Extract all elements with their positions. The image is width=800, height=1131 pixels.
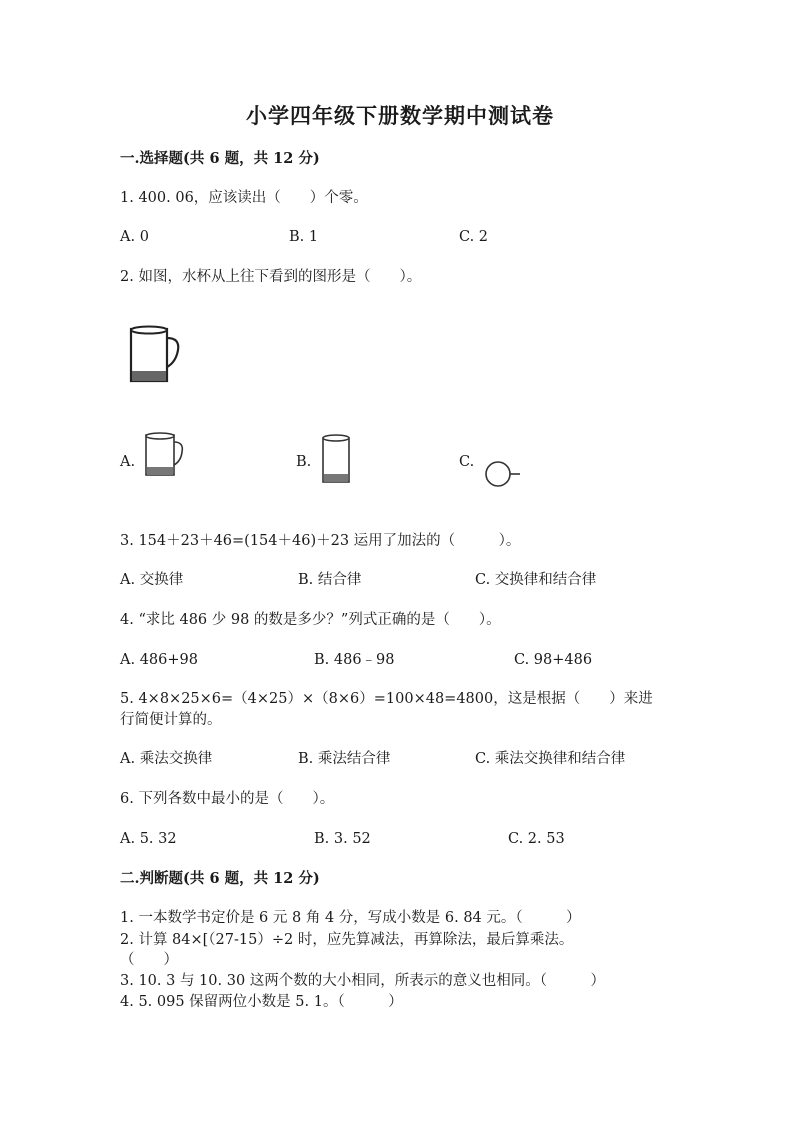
judgment-item-3: 3. 10. 3 与 10. 30 这两个数的大小相同，所表示的意义也相同。（ ） [120, 973, 606, 989]
section-heading-judgment: 二.判断题(共 6 题，共 12 分) [120, 870, 320, 887]
q1-option-b: B. 1 [289, 229, 319, 245]
cylinder-front-view-icon [318, 432, 354, 486]
q4-option-a: A. 486+98 [120, 652, 198, 668]
q2-option-a: A. [120, 454, 136, 470]
judgment-item-2-cont: （ ） [120, 952, 178, 968]
q1-option-c: C. 2 [459, 229, 489, 245]
mug-figure [124, 320, 186, 386]
circle-top-view-icon [482, 458, 524, 490]
q3-option-b: B. 结合律 [298, 572, 362, 588]
page-title: 小学四年级下册数学期中测试卷 [246, 103, 554, 128]
q4-option-b: B. 486﹣98 [314, 652, 395, 668]
question-2: 2. 如图，水杯从上往下看到的图形是（ ）。 [120, 269, 422, 285]
q6-option-c: C. 2. 53 [508, 831, 565, 847]
q6-option-b: B. 3. 52 [314, 831, 371, 847]
q2-option-b: B. [296, 454, 312, 470]
q2-option-c: C. [459, 454, 475, 470]
q3-option-c: C. 交换律和结合律 [475, 572, 597, 588]
question-3: 3. 154＋23＋46=(154＋46)＋23 运用了加法的（ ）。 [120, 533, 521, 549]
judgment-item-1: 1. 一本数学书定价是 6 元 8 角 4 分，写成小数是 6. 84 元。（ ） [120, 910, 581, 926]
q1-option-a: A. 0 [120, 229, 149, 245]
section-heading-choice: 一.选择题(共 6 题，共 12 分) [120, 150, 320, 167]
question-1: 1. 400. 06，应该读出（ ）个零。 [120, 190, 368, 206]
q5-option-c: C. 乘法交换律和结合律 [475, 751, 626, 767]
question-4: 4. “求比 486 少 98 的数是多少？”列式正确的是（ ）。 [120, 612, 501, 628]
q3-option-a: A. 交换律 [120, 572, 184, 588]
question-6: 6. 下列各数中最小的是（ ）。 [120, 791, 335, 807]
q5-option-a: A. 乘法交换律 [120, 751, 213, 767]
question-5-line-2: 行简便计算的。 [120, 712, 222, 728]
judgment-item-4: 4. 5. 095 保留两位小数是 5. 1。（ ） [120, 994, 403, 1010]
question-5-line-1: 5. 4×8×25×6=（4×25）×（8×6）=100×48=4800，这是根据（ ）来进 [120, 691, 653, 707]
judgment-item-2: 2. 计算 84×[（27-15）÷2 时，应先算减法，再算除法，最后算乘法。 [120, 932, 574, 948]
q4-option-c: C. 98+486 [514, 652, 593, 668]
q5-option-b: B. 乘法结合律 [298, 751, 391, 767]
q6-option-a: A. 5. 32 [120, 831, 177, 847]
mug-side-view-icon [141, 428, 187, 478]
